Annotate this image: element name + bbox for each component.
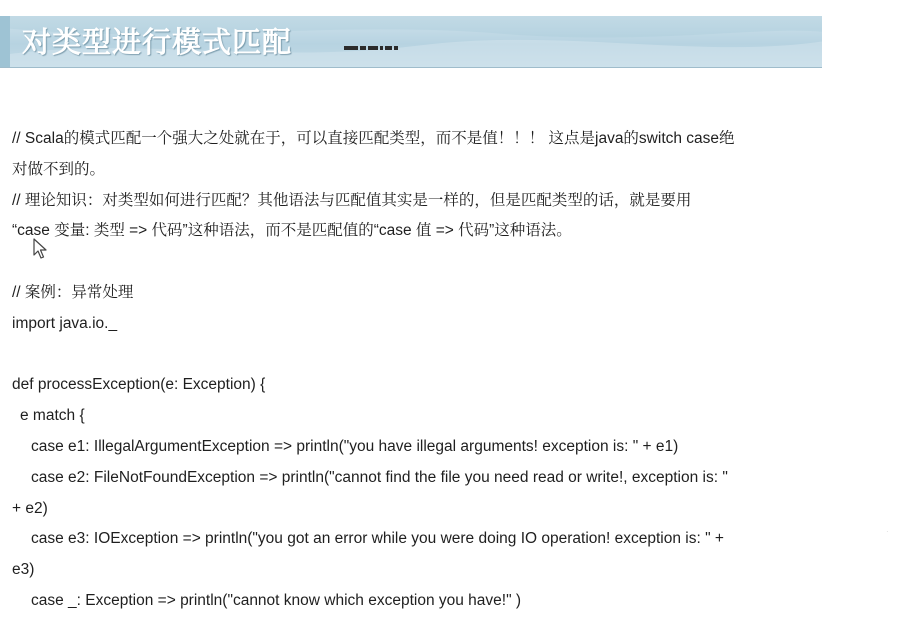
text-line: “case 变量: 类型 => 代码”这种语法，而不是匹配值的“case 值 => 代码”这种语法。	[12, 222, 572, 240]
top-margin	[0, 0, 904, 16]
text-line: 对做不到的。	[12, 160, 106, 178]
code-line: case e2: FileNotFoundException => println("cannot find the file you need read or write!, exception is: "	[31, 468, 728, 486]
code-line: case e1: IllegalArgumentException => println("you have illegal arguments! exception is: " + e1)	[31, 437, 679, 455]
faint-marker: ·	[886, 527, 889, 536]
code-line: import java.io._	[12, 314, 118, 332]
code-line: case _: Exception => println("cannot know which exception you have!" )	[31, 591, 522, 609]
code-line: e3)	[12, 561, 35, 579]
slide-title-banner	[0, 16, 822, 68]
mouse-pointer-icon	[33, 238, 49, 260]
blank-line	[12, 340, 812, 371]
code-line: e match {	[20, 407, 85, 425]
code-line: + e2)	[12, 499, 48, 517]
code-line: def processException(e: Exception) {	[12, 376, 266, 394]
banner-left-edge	[0, 16, 10, 68]
text-line: // 案例：异常处理	[12, 283, 134, 301]
slide-body	[12, 124, 812, 617]
text-line: // Scala的模式匹配一个强大之处就在于，可以直接匹配类型，而不是值！！！ 这点是java的switch case绝	[12, 130, 735, 147]
slide-title: 对类型进行模式匹配	[22, 25, 293, 59]
text-line: // 理论知识：对类型如何进行匹配？其他语法与匹配值其实是一样的，但是匹配类型的话，就是要用	[12, 191, 692, 209]
banner-logo-mark	[344, 45, 398, 51]
code-line: case e3: IOException => println("you got an error while you were doing IO operation! exception is: " +	[31, 530, 724, 548]
blank-line	[12, 247, 812, 278]
